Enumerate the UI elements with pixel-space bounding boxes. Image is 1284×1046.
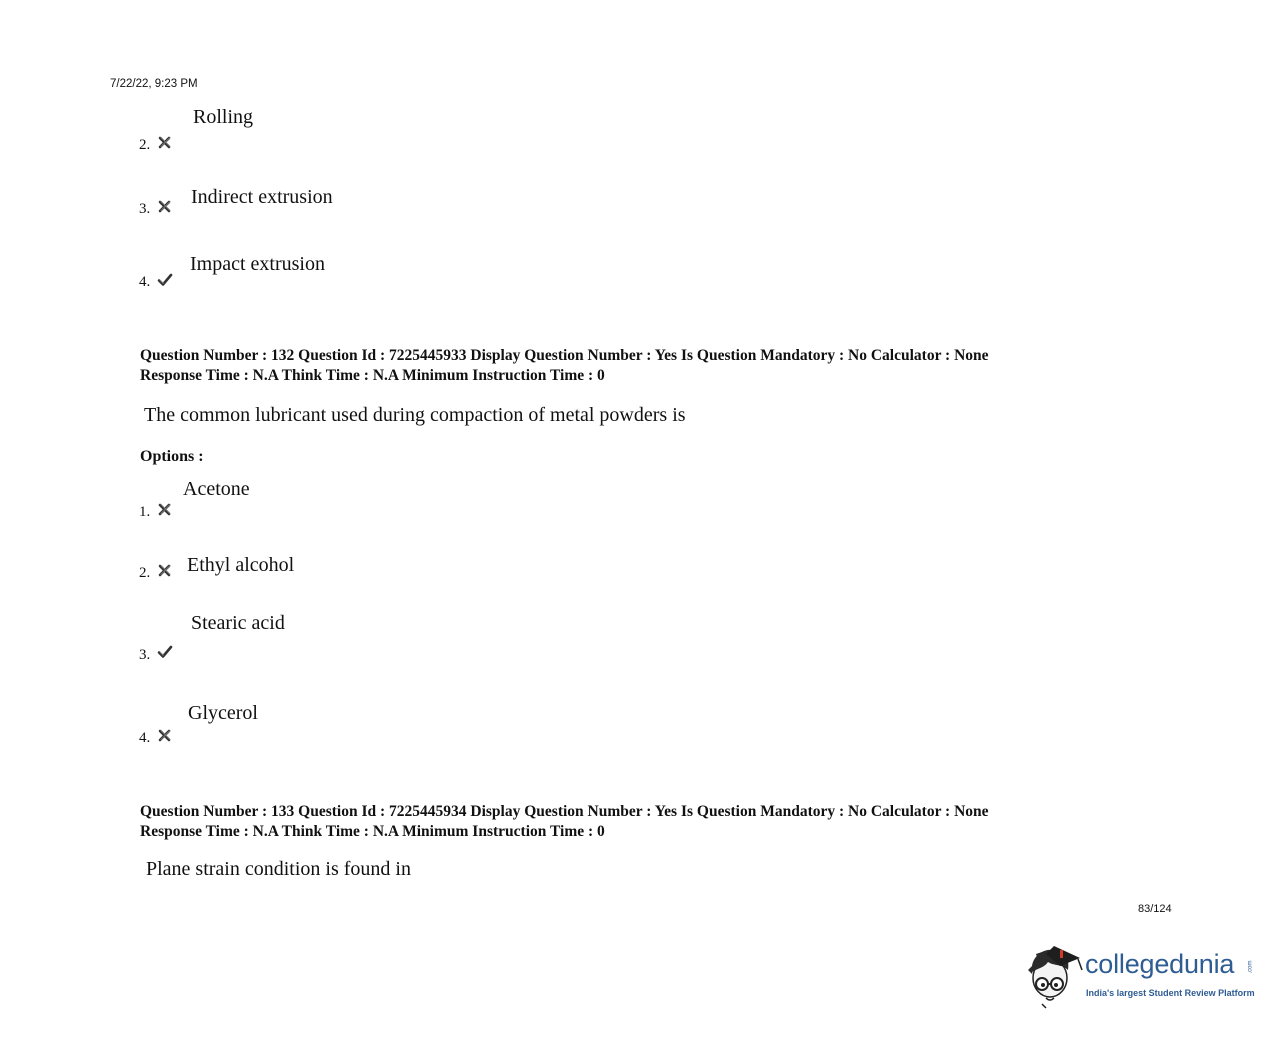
question-text: Plane strain condition is found in bbox=[146, 858, 411, 880]
question-meta-line: Response Time : N.A Think Time : N.A Minimum Instruction Time : 0 bbox=[140, 822, 605, 840]
option-number: 1. bbox=[139, 504, 151, 520]
check-mark-icon bbox=[157, 272, 173, 288]
question-meta bbox=[140, 346, 989, 385]
option-number: 2. bbox=[139, 137, 151, 153]
option-text: Rolling bbox=[193, 106, 254, 128]
question-meta-line: Question Number : 133 Question Id : 7225445934 Display Question Number : Yes Is Question Mandatory : No Calculator : None bbox=[140, 803, 989, 820]
cross-mark-icon bbox=[157, 134, 173, 150]
print-timestamp: 7/22/22, 9:23 PM bbox=[110, 78, 198, 90]
cross-mark-icon bbox=[157, 198, 173, 214]
question-text: The common lubricant used during compaction of metal powders is bbox=[144, 404, 686, 426]
page-number: 83/124 bbox=[1138, 903, 1172, 915]
option-text: Glycerol bbox=[188, 702, 258, 724]
question-meta-line: Response Time : N.A Think Time : N.A Minimum Instruction Time : 0 bbox=[140, 366, 605, 384]
option-text: Ethyl alcohol bbox=[187, 554, 295, 576]
question-meta-line: Question Number : 132 Question Id : 7225445933 Display Question Number : Yes Is Question Mandatory : No Calculator : None bbox=[140, 347, 989, 364]
option-text: Impact extrusion bbox=[190, 253, 325, 275]
option-text: Acetone bbox=[183, 478, 250, 500]
option-number: 4. bbox=[139, 730, 151, 746]
question-meta bbox=[140, 802, 989, 841]
logo-wordmark: collegedunia bbox=[1085, 949, 1235, 979]
option-number: 4. bbox=[139, 274, 151, 290]
option-text: Stearic acid bbox=[191, 612, 285, 634]
collegedunia-logo bbox=[1024, 940, 1260, 1012]
option-number: 3. bbox=[139, 201, 151, 217]
check-mark-icon bbox=[157, 644, 173, 660]
logo-domain-suffix: .com bbox=[1247, 960, 1254, 974]
cross-mark-icon bbox=[157, 501, 173, 517]
options-label: Options : bbox=[140, 448, 204, 465]
mascot-logo-icon bbox=[1024, 940, 1086, 1012]
option-text: Indirect extrusion bbox=[191, 186, 333, 208]
option-number: 2. bbox=[139, 565, 151, 581]
logo-tagline: India's largest Student Review Platform bbox=[1086, 988, 1255, 998]
cross-mark-icon bbox=[157, 727, 173, 743]
cross-mark-icon bbox=[157, 562, 173, 578]
option-number: 3. bbox=[139, 647, 151, 663]
